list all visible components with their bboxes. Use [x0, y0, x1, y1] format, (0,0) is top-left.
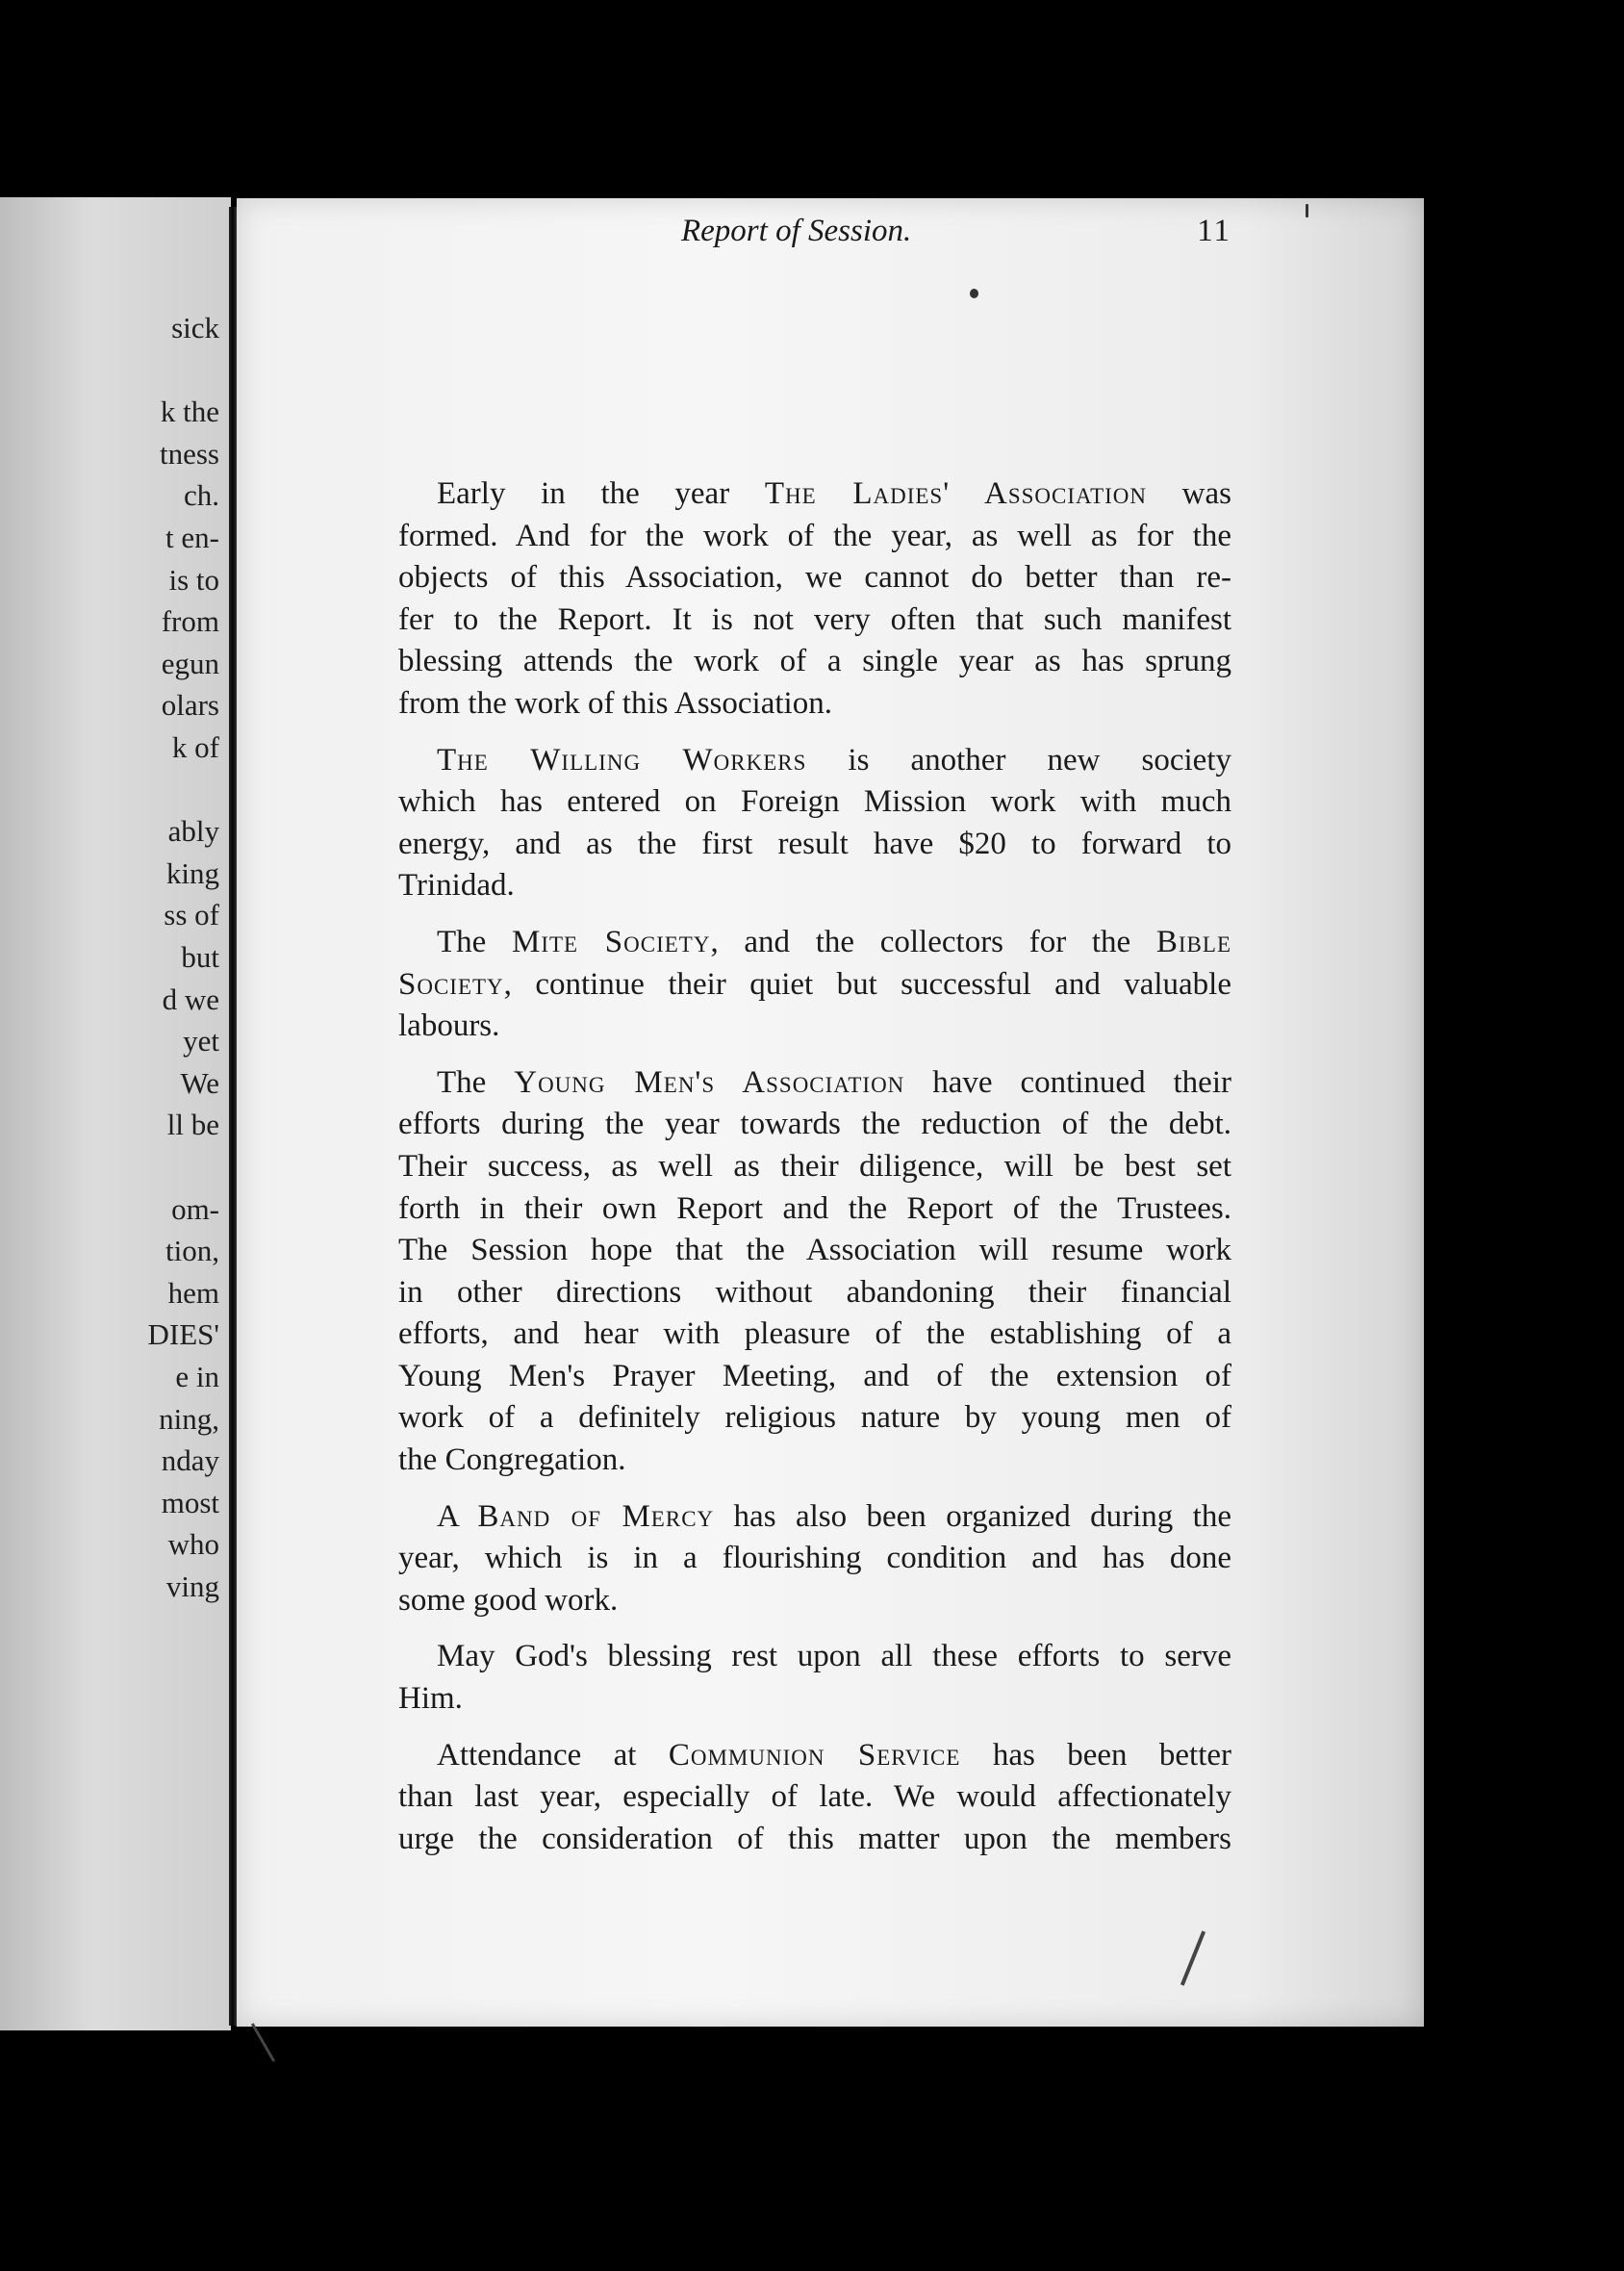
- text-line: [398, 516, 1231, 558]
- small-caps-run: Communion Service: [668, 1737, 961, 1773]
- text-run: fer to the Report. It is not very often that such manifest: [398, 601, 1231, 637]
- text-run: formed. And for the work of the year, as well as for the: [398, 518, 1231, 553]
- paragraph: [398, 1496, 1231, 1622]
- text-run: have continued their: [904, 1064, 1231, 1100]
- facing-page-fragment: DIES': [147, 1317, 219, 1352]
- text-run: than last year, especially of late. We would affectionately: [398, 1779, 1231, 1815]
- small-caps-run: Bible: [1155, 924, 1231, 959]
- facing-page-fragment: yet: [183, 1024, 219, 1059]
- text-line: [398, 1776, 1231, 1819]
- text-run: some good work.: [398, 1582, 619, 1618]
- paragraph: [398, 922, 1231, 1048]
- text-line: [398, 1062, 1231, 1105]
- running-head: [398, 212, 1231, 254]
- text-run: work of a definitely religious nature by young men of: [398, 1400, 1231, 1436]
- text-run: Trinidad.: [398, 868, 515, 904]
- text-run: efforts during the year towards the reduction of the debt.: [398, 1107, 1231, 1142]
- text-line: [398, 922, 1231, 964]
- small-caps-run: The Ladies' Association: [764, 476, 1148, 511]
- text-run: , continue their quiet but successful and valuable: [503, 966, 1231, 1002]
- facing-page-fragment: ving: [165, 1569, 219, 1603]
- text-line: [398, 1580, 1231, 1622]
- small-caps-run: Mite Society: [512, 924, 711, 959]
- text-run: has been better: [960, 1737, 1232, 1773]
- text-run: Their success, as well as their diligence, will be best set: [398, 1148, 1231, 1184]
- facing-page-fragment: egun: [161, 646, 219, 680]
- text-line: [398, 1496, 1231, 1539]
- facing-page-fragment: from: [161, 604, 219, 639]
- text-run: efforts, and hear with pleasure of the establishing of a: [398, 1316, 1231, 1352]
- text-run: The: [437, 924, 512, 959]
- facing-page-fragment: is to: [168, 562, 219, 597]
- text-run: The: [437, 1064, 515, 1100]
- text-run: The Session hope that the Association will resume work: [398, 1233, 1231, 1268]
- text-line: [398, 964, 1231, 1007]
- ink-speck: [1306, 204, 1308, 217]
- text-run: urge the consideration of this matter upon the members: [398, 1821, 1231, 1856]
- facing-page-fragment: most: [161, 1485, 219, 1519]
- text-line: [398, 1006, 1231, 1048]
- facing-page-fragment: ch.: [183, 478, 219, 513]
- facing-page-fragment: tion,: [165, 1234, 219, 1268]
- text-line: [398, 1104, 1231, 1146]
- text-run: Young Men's Prayer Meeting, and of the extension of: [398, 1358, 1231, 1393]
- text-line: [398, 1440, 1231, 1482]
- text-line: [398, 1397, 1231, 1440]
- facing-page-fragment: We: [180, 1065, 219, 1100]
- facing-page-fragment: olars: [161, 688, 219, 723]
- facing-page-fragment: d we: [162, 982, 219, 1016]
- text-line: [398, 740, 1231, 782]
- text-line: [398, 1272, 1231, 1314]
- facing-page-fragment: ll be: [166, 1108, 219, 1142]
- scan-scratch: [251, 2023, 275, 2061]
- running-title: Report of Session.: [681, 214, 912, 248]
- text-line: [398, 1819, 1231, 1861]
- text-run: from the work of this Association.: [398, 685, 832, 721]
- facing-page: [0, 197, 231, 2030]
- text-run: was: [1147, 476, 1231, 511]
- text-run: energy, and as the first result have $20 to forward to: [398, 826, 1231, 861]
- facing-page-fragment: nday: [161, 1443, 219, 1478]
- text-run: labours.: [398, 1008, 500, 1044]
- page-number: 11: [1197, 214, 1231, 248]
- paragraph: [398, 1636, 1231, 1720]
- text-run: Attendance at: [437, 1737, 669, 1773]
- facing-page-fragment: ss of: [164, 898, 219, 932]
- text-line: [398, 683, 1231, 726]
- text-run: year, which is in a flourishing condition and has done: [398, 1541, 1231, 1576]
- facing-page-fragment: king: [165, 855, 219, 890]
- paragraph: [398, 1062, 1231, 1482]
- facing-page-fragment: ably: [167, 814, 219, 849]
- facing-page-fragment: but: [181, 940, 219, 974]
- text-run: the Congregation.: [398, 1442, 626, 1478]
- paragraph: [398, 473, 1231, 726]
- text-run: is another new society: [806, 742, 1231, 778]
- text-run: in other directions without abandoning their financial: [398, 1274, 1231, 1310]
- text-run: May God's blessing rest upon all these efforts to serve: [437, 1639, 1231, 1674]
- paragraph: [398, 740, 1231, 907]
- text-line: [398, 600, 1231, 642]
- book-gutter: [229, 207, 237, 2026]
- text-line: [398, 1678, 1231, 1721]
- ink-speck: [970, 289, 978, 298]
- text-run: has also been organized during the: [714, 1498, 1231, 1534]
- text-run: Early in the year: [437, 476, 765, 511]
- text-line: [398, 1636, 1231, 1678]
- text-line: [398, 865, 1231, 907]
- text-line: [398, 824, 1231, 866]
- facing-page-fragment: who: [167, 1527, 219, 1562]
- text-line: [398, 1230, 1231, 1272]
- text-run: objects of this Association, we cannot do better than re-: [398, 560, 1231, 596]
- facing-page-fragment: ning,: [159, 1401, 219, 1436]
- text-run: A: [437, 1498, 478, 1534]
- small-caps-run: Society: [398, 966, 504, 1002]
- facing-page-fragment: om-: [171, 1191, 219, 1226]
- text-line: [398, 1146, 1231, 1188]
- text-line: [398, 557, 1231, 600]
- text-line: [398, 1538, 1231, 1580]
- text-line: [398, 781, 1231, 824]
- facing-page-fragment: tness: [160, 436, 219, 471]
- text-run: blessing attends the work of a single year as has sprung: [398, 644, 1231, 679]
- facing-page-fragment: sick: [171, 311, 219, 344]
- facing-page-fragment: hem: [167, 1275, 219, 1310]
- paragraph: [398, 1735, 1231, 1861]
- text-line: [398, 473, 1231, 516]
- facing-page-fragment: k the: [160, 395, 219, 429]
- text-line: [398, 1735, 1231, 1777]
- text-run: which has entered on Foreign Mission work with much: [398, 784, 1231, 820]
- small-caps-run: Band of Mercy: [477, 1498, 715, 1534]
- small-caps-run: The Willing Workers: [437, 742, 807, 778]
- facing-page-fragment: k of: [171, 730, 219, 764]
- body-text: [398, 473, 1231, 1875]
- text-line: [398, 641, 1231, 683]
- text-line: [398, 1356, 1231, 1398]
- text-line: [398, 1188, 1231, 1231]
- text-line: [398, 1314, 1231, 1356]
- text-run: Him.: [398, 1681, 463, 1717]
- small-caps-run: Young Men's Association: [514, 1064, 905, 1100]
- text-run: forth in their own Report and the Report of the Trustees.: [398, 1190, 1231, 1226]
- text-run: , and the collectors for the: [710, 924, 1156, 959]
- facing-page-fragment: t en-: [165, 521, 219, 554]
- facing-page-fragment: e in: [175, 1360, 219, 1393]
